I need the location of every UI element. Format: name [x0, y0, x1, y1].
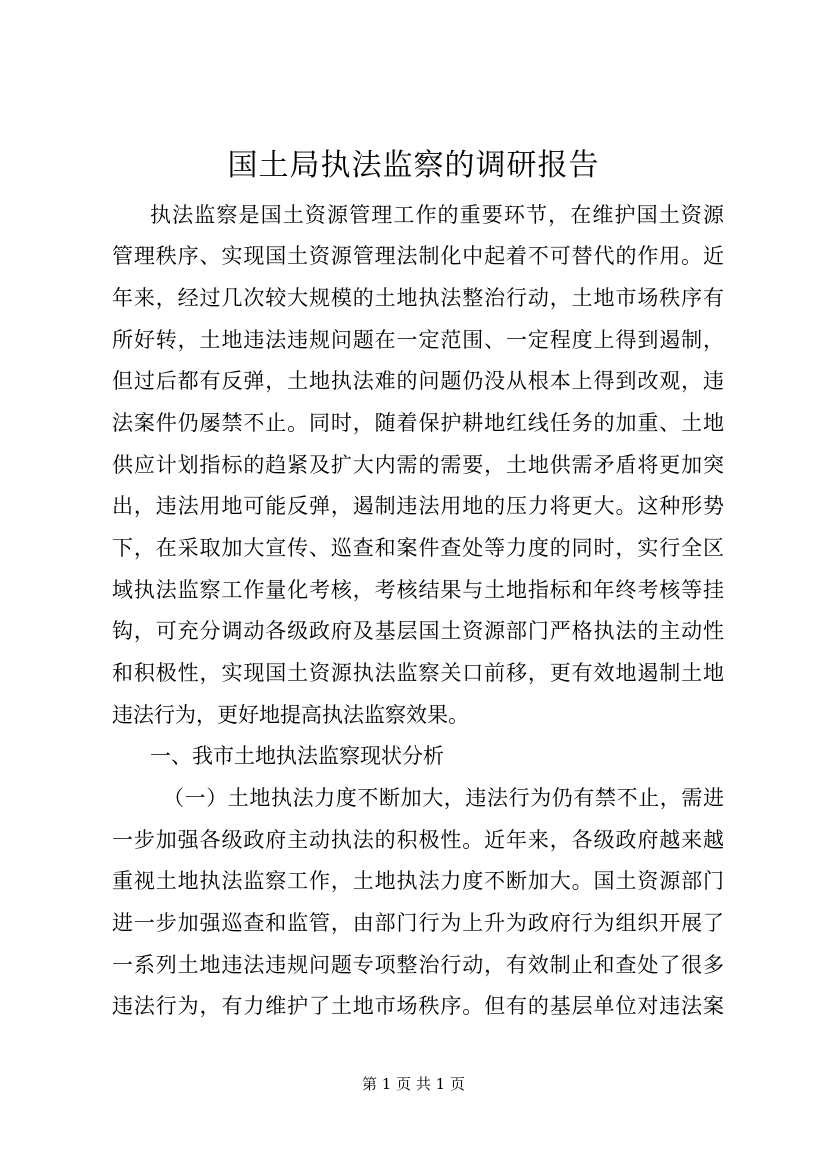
paragraph-line: 出，违法用地可能反弹，遏制违法用地的压力将更大。这种形势 — [112, 494, 724, 518]
paragraph-line: 进一步加强巡查和监管，由部门行为上升为政府行为组织开展了 — [112, 911, 724, 935]
paragraph-line: 所好转，土地违法违规问题在一定范围、一定程度上得到遏制， — [112, 328, 724, 352]
paragraph-line: 违法行为，有力维护了土地市场秩序。但有的基层单位对违法案 — [112, 994, 724, 1018]
paragraph-line: 下，在采取加大宣传、巡查和案件查处等力度的同时，实行全区 — [112, 536, 724, 560]
paragraph-line: 重视土地执法监察工作，土地执法力度不断加大。国土资源部门 — [112, 869, 724, 893]
page-footer: 第 1 页 共 1 页 — [362, 1075, 465, 1093]
document-title: 国土局执法监察的调研报告 — [227, 148, 600, 183]
paragraph-line: 一系列土地违法违规问题专项整治行动，有效制止和查处了很多 — [112, 953, 724, 977]
paragraph-line: （一）土地执法力度不断加大，违法行为仍有禁不止，需进 — [163, 786, 724, 810]
paragraph-line: 违法行为，更好地提高执法监察效果。 — [112, 703, 469, 727]
paragraph-line: 钩，可充分调动各级政府及基层国土资源部门严格执法的主动性 — [112, 619, 724, 643]
paragraph-line: 供应计划指标的趋紧及扩大内需的需要，土地供需矛盾将更加突 — [112, 453, 724, 477]
paragraph-line: 一步加强各级政府主动执法的积极性。近年来，各级政府越来越 — [112, 828, 724, 852]
section-heading: 一、我市土地执法监察现状分析 — [150, 744, 444, 768]
paragraph-line: 和积极性，实现国土资源执法监察关口前移，更有效地遏制土地 — [112, 661, 724, 685]
paragraph-line: 法案件仍屡禁不止。同时，随着保护耕地红线任务的加重、土地 — [112, 411, 724, 435]
paragraph-line: 执法监察是国土资源管理工作的重要环节，在维护国土资源 — [150, 203, 724, 227]
paragraph-line: 年来，经过几次较大规模的土地执法整治行动，土地市场秩序有 — [112, 286, 724, 310]
paragraph-line: 管理秩序、实现国土资源管理法制化中起着不可替代的作用。近 — [112, 244, 724, 268]
paragraph-line: 但过后都有反弹，土地执法难的问题仍没从根本上得到改观，违 — [112, 369, 724, 393]
paragraph-line: 域执法监察工作量化考核，考核结果与土地指标和年终考核等挂 — [112, 578, 724, 602]
